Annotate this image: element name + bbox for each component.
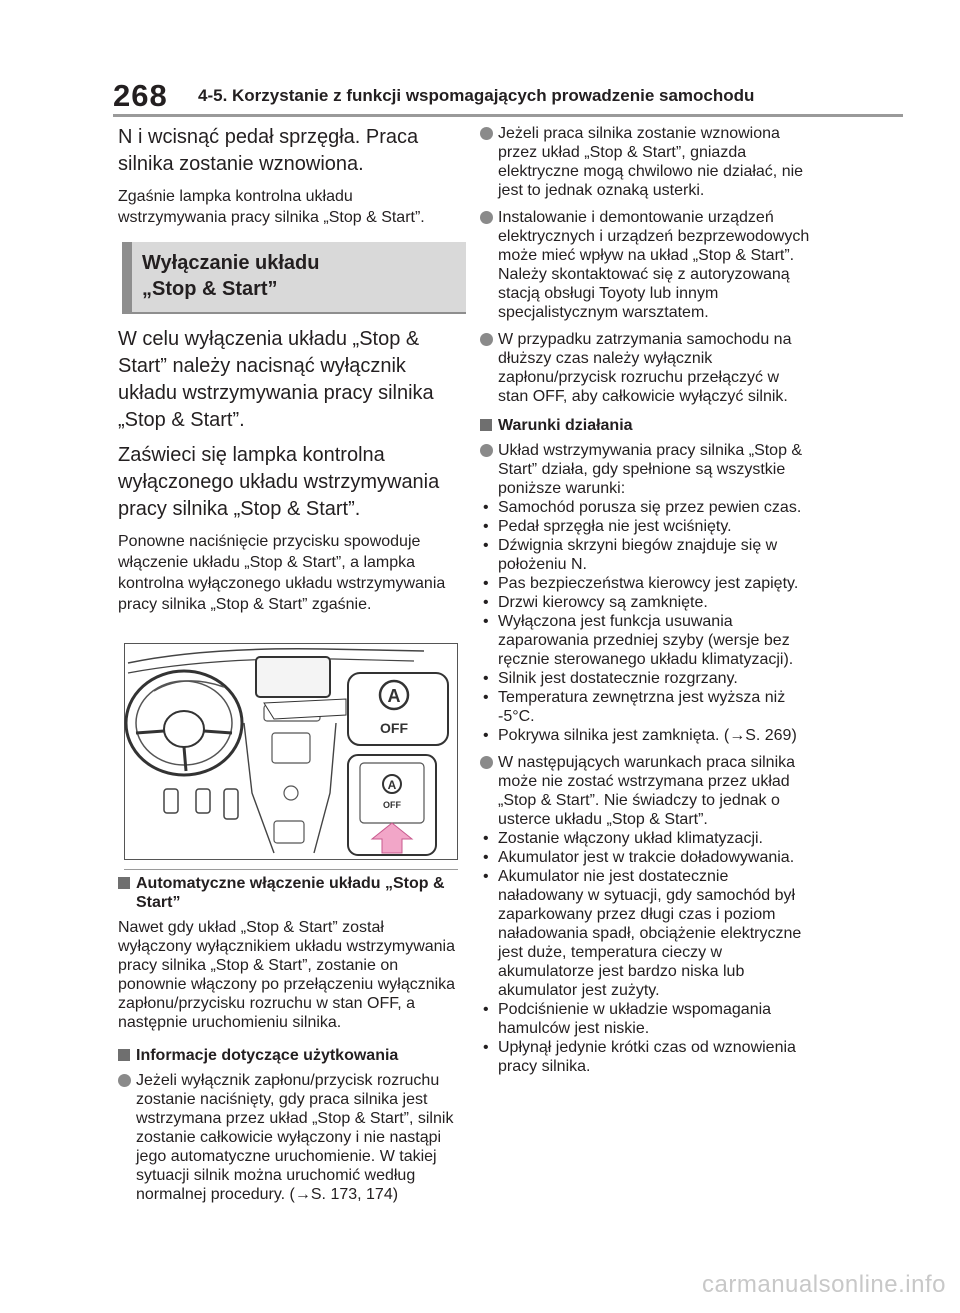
list-item: • Samochód porusza się przez pewien czas. [480,498,810,517]
exceptions-list [480,829,810,1076]
indicator-off-paragraph: Zgaśnie lampka kontrolna układu wstrzymywania pracy silnika „Stop & Start”. [118,188,425,226]
list-item: • Akumulator nie jest dostatecznie naładowany w sytuacji, gdy samochód był zaparkowany przez długi czas i poziom naładowania spadł, obciążenie elektryczne jest duże, temperatura cieczy w akumulatorze jest bardzo niska lub akumulator jest zużyty. [480,867,810,1000]
bullet-long-stop [480,330,810,406]
right-column [480,124,810,1084]
list-item: • Wyłączona jest funkcja usuwania zaparowania przedniej szyby (wersje bez ręcznie sterowanego układu klimatyzacji). [480,612,810,669]
list-item: • Upłynął jedynie krótki czas od wznowienia pracy silnika. [480,1038,810,1076]
bullet-operating-conditions [480,441,810,498]
header-rule [113,114,903,117]
square-bullet-icon [118,1049,130,1061]
list-item: • Temperatura zewnętrzna jest wyższa niż -5°C. [480,688,810,726]
list-item: • Dźwignia skrzyni biegów znajduje się w położeniu N. [480,536,810,574]
square-bullet-icon [480,419,492,431]
bullet-not-stopped-text: W następujących warunkach praca silnika może nie zostać wstrzymana przez układ „Stop & Start”. Nie świadczy to jednak o usterce układu „Stop & Start”. [498,754,796,828]
callout-off-label: OFF [380,720,408,736]
usage-info-bullet-text: Jeżeli wyłącznik zapłonu/przycisk rozruchu zostanie naciśnięty, gdy praca silnika jest wstrzymana przez układ „Stop & Start”, silnik zostanie całkowicie wyłączony i nie nastąpi jego automatyczne uruchomienie. W takiej sytuacji silnik można uruchomić według normalnej procedury. (→S. 173, 174) [136,1072,454,1203]
bullet-not-stopped [480,753,810,829]
bullet-devices-text: Instalowanie i demontowanie urządzeń elektrycznych i urządzeń bezprzewodowych może mieć wpływ na układ „Stop & Start”. Należy skontaktować się z autoryzowaną stacją obsługi Toyoty lub innym specjalistycznym warsztatem. [498,209,810,321]
conditions-list [480,498,810,745]
dashboard-svg [124,643,458,860]
figure-rule [124,869,458,870]
chapter-title: 4-5. Korzystanie z funkcji wspomagających prowadzenie samochodu [198,86,755,105]
indicator-on-paragraph: Zaświeci się lampka kontrolna wyłączonego układu wstrzymywania pracy silnika „Stop & Start”. [118,444,440,520]
list-item: • Silnik jest dostatecznie rozgrzany. [480,669,810,688]
circle-bullet-icon [480,444,493,457]
list-item: • Drzwi kierowcy są zamknięte. [480,593,810,612]
switch-off-label: OFF [383,800,401,810]
disable-instruction: W celu wyłączenia układu „Stop & Start” należy nacisnąć wyłącznik układu wstrzymywania pracy silnika „Stop & Start”. [118,328,434,431]
watermark: carmanualsonline.info [702,1271,946,1298]
subheading-auto-enable [118,874,458,912]
left-column [118,124,458,1212]
bullet-devices [480,208,810,322]
subheading-usage-info [118,1046,458,1065]
bullet-outlets [480,124,810,200]
circle-bullet-icon [480,127,493,140]
circle-bullet-icon [480,756,493,769]
subheading-auto-enable-text: Automatyczne włączenie układu „Stop & Start” [136,875,445,911]
section-heading-line1: Wyłączanie układu [142,252,320,274]
list-item: • Pedał sprzęgła nie jest wciśnięty. [480,517,810,536]
subheading-conditions [480,416,810,435]
subheading-usage-info-text: Informacje dotyczące użytkowania [136,1047,399,1064]
bullet-operating-conditions-text: Układ wstrzymywania pracy silnika „Stop & Start” działa, gdy spełnione są wszystkie poniższe warunki: [498,442,803,497]
bullet-outlets-text: Jeżeli praca silnika zostanie wznowiona przez układ „Stop & Start”, gniazda elektryczne mogą chwilowo nie działać, nie jest to jednak oznaką usterki. [498,125,804,199]
section-heading [122,242,466,314]
square-bullet-icon [118,877,130,889]
circle-bullet-icon [480,211,493,224]
switch-a-letter: A [387,778,397,792]
page-number: 268 [113,78,168,113]
circle-bullet-icon [480,333,493,346]
bullet-long-stop-text: W przypadku zatrzymania samochodu na dłuższy czas należy wyłącznik zapłonu/przycisk rozruchu przełączyć w stan OFF, aby całkowicie wyłączyć silnik. [498,331,792,405]
list-item: • Akumulator jest w trakcie doładowywania. [480,848,810,867]
dashboard-illustration [124,643,458,860]
list-item: • Podciśnienie w układzie wspomagania hamulców jest niskie. [480,1000,810,1038]
list-item: • Pas bezpieczeństwa kierowcy jest zapięty. [480,574,810,593]
list-item: • Pokrywa silnika jest zamknięta. (→S. 269) [480,726,810,745]
callout-a-letter: A [387,686,401,706]
intro-paragraph: N i wcisnąć pedał sprzęgła. Praca silnika zostanie wznowiona. [118,126,419,175]
reenable-paragraph: Ponowne naciśnięcie przycisku spowoduje włączenie układu „Stop & Start”, a lampka kontrolna wyłączonego układu wstrzymywania pracy silnika „Stop & Start” zgaśnie. [118,533,446,613]
subheading-conditions-text: Warunki działania [498,417,633,434]
section-heading-line2: „Stop & Start” [142,278,278,300]
list-item: • Zostanie włączony układ klimatyzacji. [480,829,810,848]
usage-info-bullet [118,1071,458,1204]
circle-bullet-icon [118,1074,131,1087]
auto-enable-paragraph: Nawet gdy układ „Stop & Start” został wyłączony wyłącznikiem układu wstrzymywania pracy silnika „Stop & Start”, zostanie on ponownie włączony po przełączeniu wyłącznika zapłonu/przycisku rozruchu w stan OFF, a następnie uruchomieniu silnika. [118,919,456,1031]
